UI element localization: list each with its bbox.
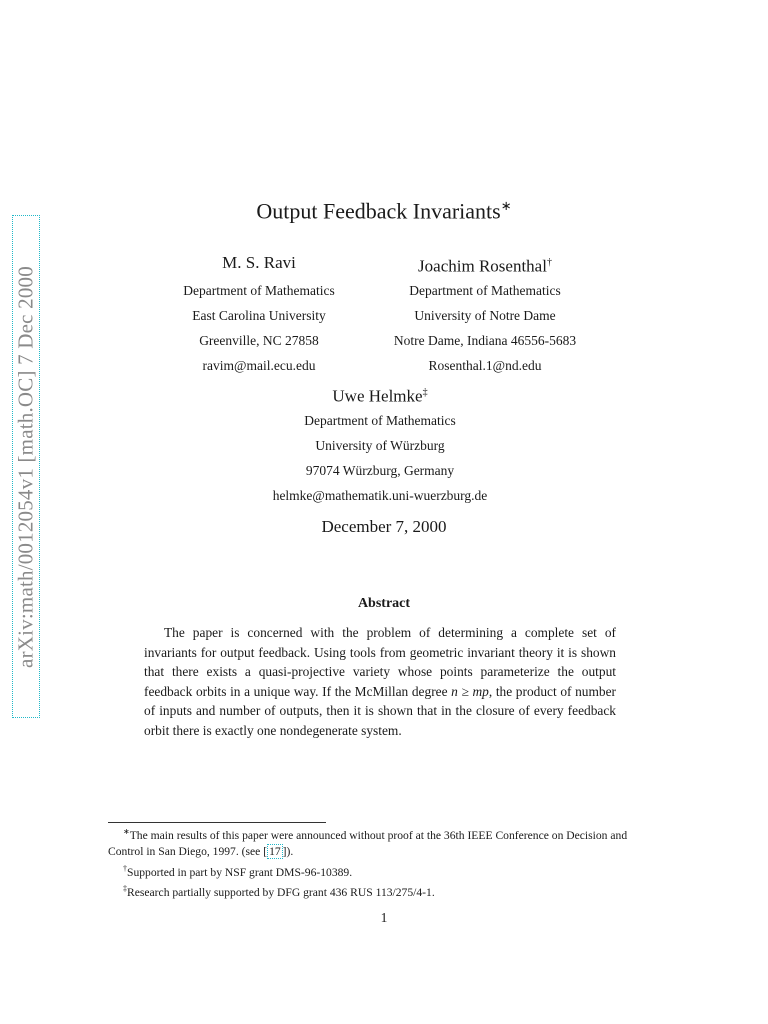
arxiv-identifier-text: arXiv:math/0012054v1 [math.OC] 7 Dec 2000 — [13, 265, 38, 668]
author-footnote-mark: ‡ — [422, 387, 428, 398]
citation-link[interactable]: 17 — [269, 845, 281, 859]
title-footnote-mark: ∗ — [500, 198, 512, 213]
abstract-paragraph: The paper is concerned with the problem of determining a complete set of invariants for output feedback. Using tools from geometric invariant theory it is shown that there exists a quasi-projective variety whose points parameterize the output feedback orbits in a unique way. If the McMillan degree n ≥ mp, the product of number of inputs and number of outputs, then it is shown that in the closure of every feedback orbit there is exactly one nondegenerate system. — [144, 625, 617, 738]
footnote-item: †Supported in part by NSF grant DMS-96-10389. — [123, 863, 353, 879]
paper-title-text: Output Feedback Invariants — [256, 198, 501, 224]
paper-title — [0, 198, 768, 224]
author-email: helmke@mathematik.uni-wuerzburg.de — [272, 488, 488, 503]
author-address: 97074 Würzburg, Germany — [305, 463, 455, 478]
footnote-item: ∗The main results of this paper were announced without proof at the 36th IEEE Conference on Decision and Control in San Diego, 1997. (see [ 17 ]). — [108, 827, 628, 859]
author-block-ravi — [139, 251, 379, 381]
abstract-heading: Abstract — [357, 596, 411, 611]
author-name: M. S. Ravi — [222, 253, 296, 272]
footnotes — [108, 824, 660, 902]
author-name: Joachim Rosenthal† — [418, 256, 552, 276]
author-footnote-mark: † — [546, 257, 552, 268]
math-inequality: n ≥ mp — [451, 683, 489, 699]
author-block-helmke — [230, 381, 530, 511]
author-block-rosenthal — [365, 251, 605, 381]
author-department: Department of Mathematics — [304, 413, 456, 428]
author-institution: University of Würzburg — [315, 438, 445, 453]
author-institution: East Carolina University — [192, 308, 326, 323]
author-institution: University of Notre Dame — [414, 308, 556, 323]
author-address: Notre Dame, Indiana 46556-5683 — [393, 333, 577, 348]
abstract-body — [144, 623, 616, 741]
page-number: 1 — [380, 910, 388, 925]
footnote-item: ‡Research partially supported by DFG grant 436 RUS 113/275/4-1. — [123, 884, 435, 900]
author-department: Department of Mathematics — [409, 283, 561, 298]
author-email: ravim@mail.ecu.edu — [202, 358, 316, 373]
footnote-divider — [108, 822, 326, 823]
arxiv-identifier-stamp — [12, 215, 40, 718]
author-department: Department of Mathematics — [183, 283, 335, 298]
author-address: Greenville, NC 27858 — [199, 333, 319, 348]
author-name: Uwe Helmke‡ — [332, 386, 428, 406]
author-email: Rosenthal.1@nd.edu — [428, 358, 542, 373]
paper-date: December 7, 2000 — [321, 517, 447, 536]
